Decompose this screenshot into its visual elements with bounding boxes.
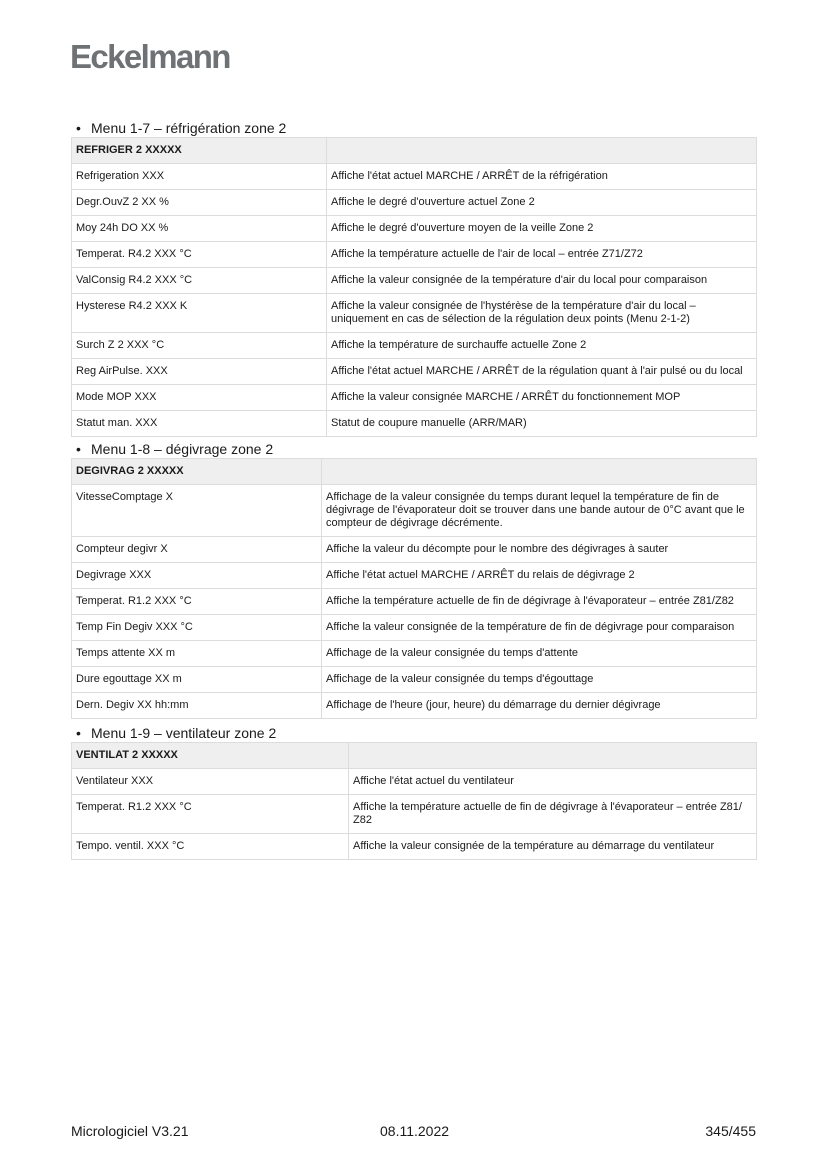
param-cell: Temp Fin Degiv XXX °C <box>72 615 322 641</box>
table-row <box>72 589 757 615</box>
description-cell: Affiche la valeur consignée de la température au démarrage du ventilateur <box>349 834 757 860</box>
table-row <box>72 164 757 190</box>
section-menu-1-7 <box>71 120 756 437</box>
table-header-row <box>72 138 757 164</box>
param-cell: Temperat. R1.2 XXX °C <box>72 795 349 834</box>
table-row <box>72 294 757 333</box>
param-cell: Ventilateur XXX <box>72 769 349 795</box>
param-cell: Temperat. R1.2 XXX °C <box>72 589 322 615</box>
param-cell: Hysterese R4.2 XXX K <box>72 294 327 333</box>
table-row <box>72 615 757 641</box>
section-heading <box>71 441 756 458</box>
header-cell <box>349 743 757 769</box>
description-cell: Affiche l'état actuel MARCHE / ARRÊT de la réfrigération <box>327 164 757 190</box>
table-row <box>72 359 757 385</box>
table-row <box>72 485 757 537</box>
bullet-icon: • <box>76 441 81 457</box>
param-cell: Moy 24h DO XX % <box>72 216 327 242</box>
table-row <box>72 693 757 719</box>
param-cell: Degivrage XXX <box>72 563 322 589</box>
description-cell: Affichage de l'heure (jour, heure) du démarrage du dernier dégivrage <box>322 693 757 719</box>
description-cell: Affiche la température de surchauffe actuelle Zone 2 <box>327 333 757 359</box>
table-row <box>72 834 757 860</box>
table-row <box>72 411 757 437</box>
description-cell: Affiche la valeur consignée de la température d'air du local pour comparaison <box>327 268 757 294</box>
footer-page-number: 345/455 <box>705 1123 756 1139</box>
table-header-row <box>72 459 757 485</box>
table-row <box>72 795 757 834</box>
heading-text: Menu 1-9 – ventilateur zone 2 <box>91 725 277 741</box>
param-cell: Dern. Degiv XX hh:mm <box>72 693 322 719</box>
description-cell: Affiche la température actuelle de fin de dégivrage à l'évaporateur – entrée Z81/ Z82 <box>349 795 757 834</box>
table-row <box>72 537 757 563</box>
param-cell: VitesseComptage X <box>72 485 322 537</box>
table-row <box>72 216 757 242</box>
description-cell: Affiche la température actuelle de fin de dégivrage à l'évaporateur – entrée Z81/Z82 <box>322 589 757 615</box>
heading-text: Menu 1-7 – réfrigération zone 2 <box>91 120 287 136</box>
table-row <box>72 190 757 216</box>
footer-product: Micrologiciel V3.21 <box>71 1123 189 1139</box>
menu-table <box>71 458 757 719</box>
param-cell: Statut man. XXX <box>72 411 327 437</box>
param-cell: Tempo. ventil. XXX °C <box>72 834 349 860</box>
header-cell: REFRIGER 2 XXXXX <box>72 138 327 164</box>
header-cell <box>327 138 757 164</box>
header-cell: DEGIVRAG 2 XXXXX <box>72 459 322 485</box>
param-cell: Surch Z 2 XXX °C <box>72 333 327 359</box>
footer-date: 08.11.2022 <box>380 1123 450 1139</box>
table-header-row <box>72 743 757 769</box>
heading-text: Menu 1-8 – dégivrage zone 2 <box>91 441 274 457</box>
table-row <box>72 769 757 795</box>
table-row <box>72 333 757 359</box>
section-menu-1-8 <box>71 441 756 719</box>
section-menu-1-9 <box>71 725 756 860</box>
table-row <box>72 268 757 294</box>
param-cell: Degr.OuvZ 2 XX % <box>72 190 327 216</box>
bullet-icon: • <box>76 725 81 741</box>
table-row <box>72 667 757 693</box>
description-cell: Affiche la valeur du décompte pour le nombre des dégivrages à sauter <box>322 537 757 563</box>
header-cell: VENTILAT 2 XXXXX <box>72 743 349 769</box>
eckelmann-logo: Eckelmann <box>70 38 230 75</box>
section-heading <box>71 120 756 137</box>
table-row <box>72 563 757 589</box>
description-cell: Affiche le degré d'ouverture moyen de la veille Zone 2 <box>327 216 757 242</box>
param-cell: Dure egouttage XX m <box>72 667 322 693</box>
section-heading <box>71 725 756 742</box>
description-cell: Affiche la température actuelle de l'air de local – entrée Z71/Z72 <box>327 242 757 268</box>
table-row <box>72 242 757 268</box>
menu-table <box>71 742 757 860</box>
description-cell: Affichage de la valeur consignée du temps durant lequel la température de fin de dégivrage de l'évaporateur doit se trouver dans une bande autour de 0°C avant que le compteur de dégivrage décrémente. <box>322 485 757 537</box>
table-row <box>72 641 757 667</box>
param-cell: Mode MOP XXX <box>72 385 327 411</box>
param-cell: ValConsig R4.2 XXX °C <box>72 268 327 294</box>
description-cell: Affiche la valeur consignée de l'hystérèse de la température d'air du local – uniquement en cas de sélection de la régulation deux points (Menu 2-1-2) <box>327 294 757 333</box>
description-cell: Affiche la valeur consignée MARCHE / ARRÊT du fonctionnement MOP <box>327 385 757 411</box>
description-cell: Affiche l'état actuel MARCHE / ARRÊT du relais de dégivrage 2 <box>322 563 757 589</box>
description-cell: Statut de coupure manuelle (ARR/MAR) <box>327 411 757 437</box>
description-cell: Affiche l'état actuel MARCHE / ARRÊT de la régulation quant à l'air pulsé ou du local <box>327 359 757 385</box>
param-cell: Refrigeration XXX <box>72 164 327 190</box>
menu-table <box>71 137 757 437</box>
description-cell: Affichage de la valeur consignée du temps d'attente <box>322 641 757 667</box>
param-cell: Temps attente XX m <box>72 641 322 667</box>
param-cell: Compteur degivr X <box>72 537 322 563</box>
description-cell: Affiche la valeur consignée de la température de fin de dégivrage pour comparaison <box>322 615 757 641</box>
description-cell: Affichage de la valeur consignée du temps d'égouttage <box>322 667 757 693</box>
description-cell: Affiche l'état actuel du ventilateur <box>349 769 757 795</box>
header-cell <box>322 459 757 485</box>
description-cell: Affiche le degré d'ouverture actuel Zone 2 <box>327 190 757 216</box>
table-row <box>72 385 757 411</box>
bullet-icon: • <box>76 120 81 136</box>
param-cell: Reg AirPulse. XXX <box>72 359 327 385</box>
param-cell: Temperat. R4.2 XXX °C <box>72 242 327 268</box>
